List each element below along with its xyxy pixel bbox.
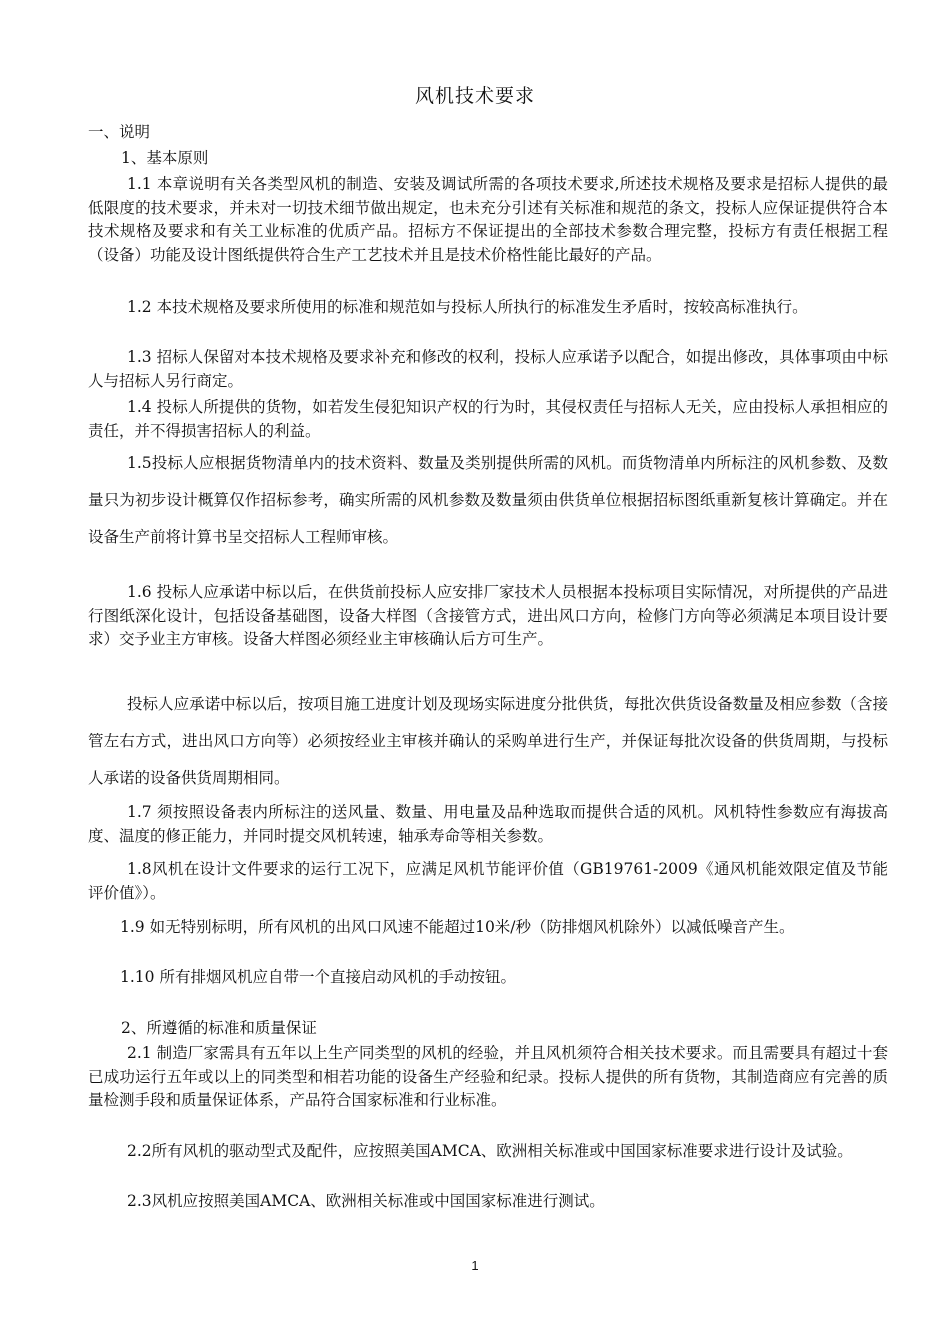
subsection-heading: 2、所遵循的标准和质量保证 [121, 1019, 317, 1037]
paragraph-1-3: 1.3 招标人保留对本技术规格及要求补充和修改的权利，投标人应承诺予以配合，如提出修改，具体事项由中标人与招标人另行商定。 [88, 348, 888, 390]
paragraph-1-10: 1.10 所有排烟风机应自带一个直接启动风机的手动按钮。 [120, 968, 516, 986]
paragraph-1-4: 1.4 投标人所提供的货物，如若发生侵犯知识产权的行为时，其侵权责任与招标人无关，应由投标人承担相应的责任，并不得损害招标人的利益。 [88, 398, 888, 440]
paragraph-1-7: 1.7 须按照设备表内所标注的送风量、数量、用电量及品种选取而提供合适的风机。风机特性参数应有海拔高度、温度的修正能力，并同时提交风机转速，轴承寿命等相关参数。 [88, 803, 888, 845]
paragraph-1-1: 1.1 本章说明有关各类型风机的制造、安装及调试所需的各项技术要求,所述技术规格及要求是招标人提供的最低限度的技术要求，并未对一切技术细节做出规定，也未充分引述有关标准和规范的条文，投标人应保证提供符合本技术规格及要求和有关工业标准的优质产品。招标方不保证提出的全部技术参数合理完整，投标方有责任根据工程（设备）功能及设计图纸提供符合生产工艺技术并且是技术价格性能比最好的产品。 [88, 175, 888, 264]
paragraph-1-6: 1.6 投标人应承诺中标以后，在供货前投标人应安排厂家技术人员根据本投标项目实际情况，对所提供的产品进行图纸深化设计，包括设备基础图，设备大样图（含接管方式，进出风口方向，检修门方向等必须满足本项目设计要求）交予业主方审核。设备大样图必须经业主审核确认后方可生产。 [88, 583, 888, 648]
subsection-heading: 1、基本原则 [121, 149, 209, 167]
paragraph-1-5: 1.5投标人应根据货物清单内的技术资料、数量及类别提供所需的风机。而货物清单内所标注的风机参数、及数量只为初步设计概算仅作招标参考，确实所需的风机参数及数量须由供货单位根据招标图纸重新复核计算确定。并在设备生产前将计算书呈交招标人工程师审核。 [88, 454, 888, 546]
paragraph-2-3: 2.3风机应按照美国AMCA、欧洲相关标准或中国国家标准进行测试。 [127, 1192, 605, 1210]
paragraph-1-6-continued: 投标人应承诺中标以后，按项目施工进度计划及现场实际进度分批供货，每批次供货设备数量及相应参数（含接管左右方式，进出风口方向等）必须按经业主审核并确认的采购单进行生产，并保证每批次设备的供货周期，与投标人承诺的设备供货周期相同。 [88, 695, 888, 787]
paragraph-1-2: 1.2 本技术规格及要求所使用的标准和规范如与投标人所执行的标准发生矛盾时，按较高标准执行。 [127, 298, 808, 316]
page-number: 1 [471, 1258, 479, 1273]
paragraph-2-1: 2.1 制造厂家需具有五年以上生产同类型的风机的经验，并且风机须符合相关技术要求。而且需要具有超过十套已成功运行五年或以上的同类型和相若功能的设备生产经验和纪录。投标人提供的所有货物，其制造商应有完善的质量检测手段和质量保证体系，产品符合国家标准和行业标准。 [88, 1044, 888, 1109]
paragraph-1-8: 1.8风机在设计文件要求的运行工况下，应满足风机节能评价值（GB19761-2009《通风机能效限定值及节能评价值》）。 [88, 860, 888, 902]
paragraph-1-9: 1.9 如无特别标明，所有风机的出风口风速不能超过10米/秒（防排烟风机除外）以减低噪音产生。 [120, 918, 795, 936]
document-title: 风机技术要求 [414, 85, 535, 107]
section-heading: 一、说明 [88, 123, 151, 141]
paragraph-2-2: 2.2所有风机的驱动型式及配件，应按照美国AMCA、欧洲相关标准或中国国家标准要求进行设计及试验。 [127, 1142, 853, 1160]
